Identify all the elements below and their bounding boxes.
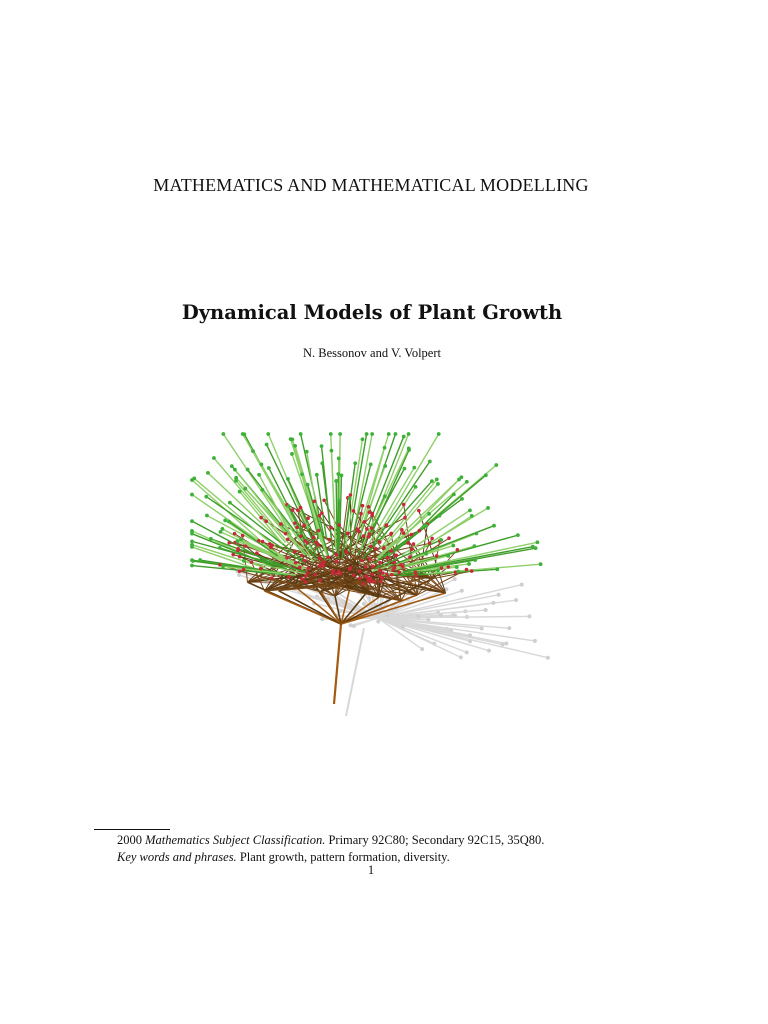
- page-number: 1: [367, 863, 375, 877]
- paper-authors: N. Bessonov and V. Volpert: [303, 346, 441, 360]
- footnote-msc: [117, 833, 544, 848]
- footnote-msc-codes: Primary 92C80; Secondary 92C15, 35Q80.: [325, 833, 545, 847]
- paper-title: Dynamical Models of Plant Growth: [181, 301, 563, 324]
- figure-leaves: [192, 434, 541, 576]
- series-title: MATHEMATICS AND MATHEMATICAL MODELLING: [153, 175, 589, 195]
- plant-growth-figure: [188, 428, 552, 722]
- footnote-msc-prefix: 2000: [117, 833, 146, 847]
- footnote-msc-label: Mathematics Subject Classification.: [145, 833, 326, 847]
- footnote-keywords-label: Key words and phrases.: [117, 850, 237, 864]
- footnote-keywords-list: Plant growth, pattern formation, diversity.: [236, 850, 450, 864]
- footnote-rule: [94, 829, 170, 830]
